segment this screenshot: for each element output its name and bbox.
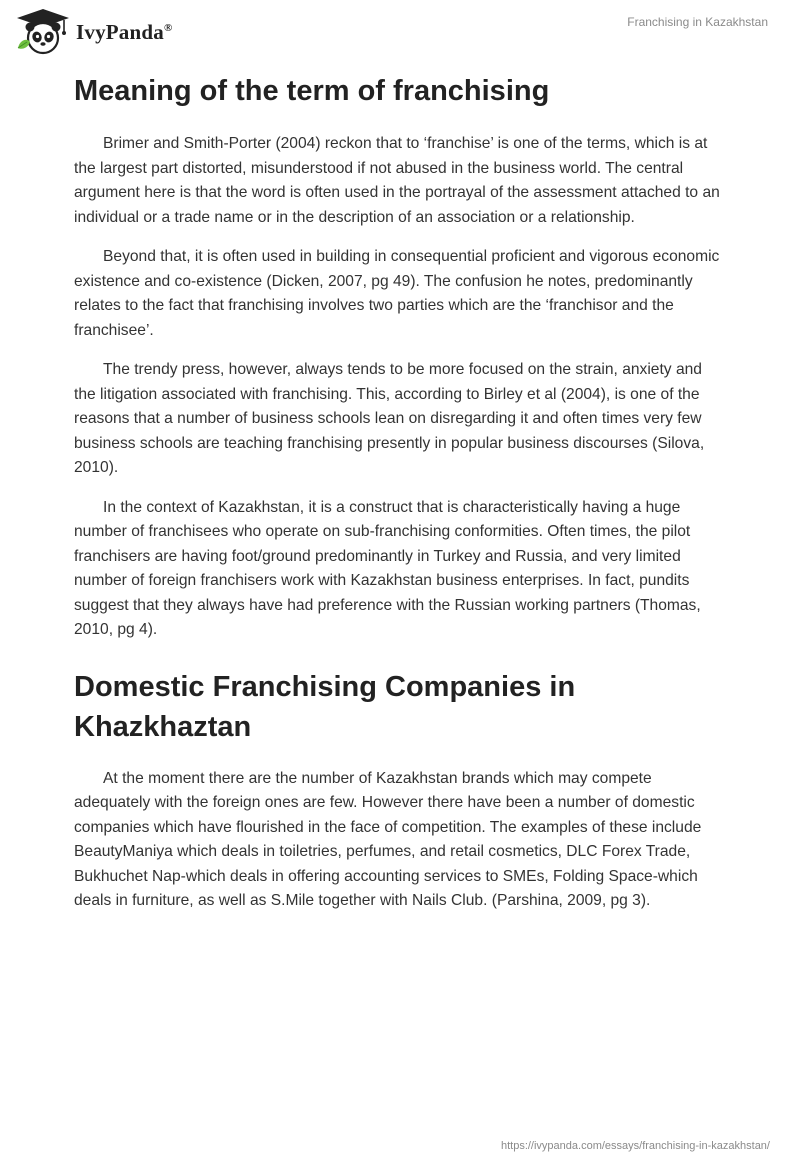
paragraph: Beyond that, it is often used in building in consequential proficient and vigorous economic existence and co-existence (Dicken, 2007, pg 49). The confusion he notes, predominantly relates to the fact that franchising involves two parties which are the ‘franchisor and the franchisee’.: [74, 248, 720, 339]
logo-text: IvyPanda: [76, 19, 164, 44]
paragraph: Brimer and Smith-Porter (2004) reckon that to ‘franchise’ is one of the terms, which is at the largest part distorted, misunderstood if not abused in the business world. The central argument here is that the word is often used in the portrayal of the assessment attached to an individual or a trade name or in the description of an association or a relationship.: [74, 135, 720, 226]
logo-wordmark: [76, 20, 172, 45]
panda-graduate-icon: [14, 8, 72, 56]
paragraph: The trendy press, however, always tends to be more focused on the strain, anxiety and the litigation associated with franchising. This, according to Birley et al (2004), is one of the reasons that a number of business schools lean on disregarding it and often times very few business schools are teaching franchising presently in popular business discourses (Silova, 2010).: [74, 361, 705, 476]
document-title: Franchising in Kazakhstan: [627, 15, 768, 29]
paragraph: In the context of Kazakhstan, it is a construct that is characteristically having a huge number of franchisees who operate on sub-franchising conformities. Often times, the pilot franchisers are having foot/ground predominantly in Turkey and Russia, and very limited number of foreign franchisers work with Kazakhstan business enterprises. In fact, pundits suggest that they always have had preference with the Russian working partners (Thomas, 2010, pg 4).: [74, 498, 701, 638]
section-heading-domestic-companies: Domestic Franchising Companies in Khazkhaztan: [74, 670, 576, 743]
page-header: [0, 0, 800, 64]
paragraph: At the moment there are the number of Kazakhstan brands which may compete adequately with the foreign ones are few. However there have been a number of domestic companies which have flourished in the face of competition. The examples of these include BeautyManiya which deals in toiletries, perfumes, and retail cosmetics, DLC Forex Trade, Bukhuchet Nap-which deals in offering accounting services to SMEs, Folding Space-which deals in furniture, as well as S.Mile together with Nails Club. (Parshina, 2009, pg 3).: [74, 769, 702, 909]
article-body: [74, 70, 726, 929]
section-heading-meaning: Meaning of the term of franchising: [74, 75, 550, 107]
ivypanda-logo[interactable]: [14, 8, 172, 56]
registered-mark: ®: [163, 21, 173, 34]
source-url[interactable]: https://ivypanda.com/essays/franchising-in-kazakhstan/: [500, 1140, 770, 1152]
